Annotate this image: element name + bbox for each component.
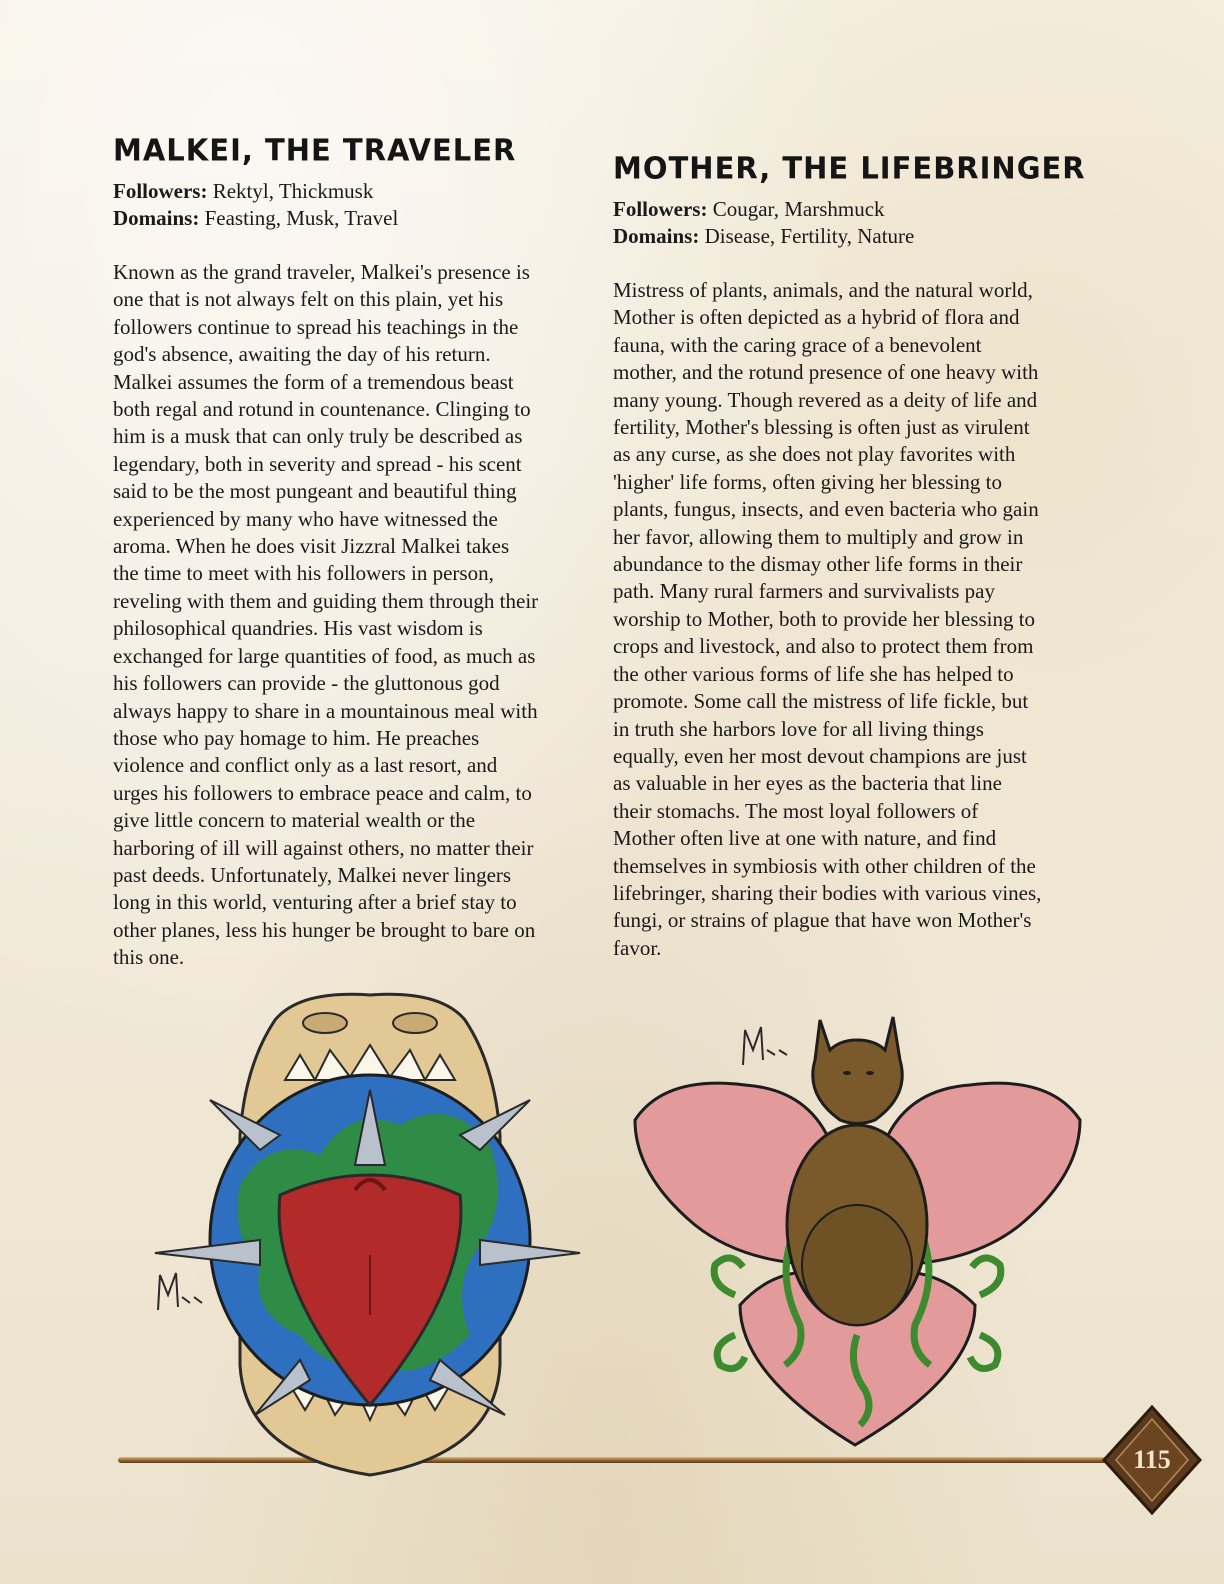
mother-title: MOTHER, THE LIFEBRINGER: [613, 150, 1086, 186]
malkei-domains: [113, 205, 603, 232]
mother-entry: [613, 150, 1103, 962]
domains-value: Disease, Fertility, Nature: [699, 224, 915, 248]
followers-value: Cougar, Marshmuck: [707, 197, 885, 221]
malkei-followers: [113, 178, 603, 205]
beast-eye-right: [393, 1013, 437, 1033]
malkei-illustration: [150, 985, 590, 1485]
followers-label: Followers:: [113, 179, 208, 203]
beast-eye-left: [303, 1013, 347, 1033]
mother-belly: [802, 1205, 912, 1325]
domains-value: Feasting, Musk, Travel: [199, 206, 399, 230]
domains-label: Domains:: [613, 224, 700, 248]
malkei-entry: [113, 132, 603, 972]
mother-followers: [613, 196, 1103, 223]
mother-head: [813, 1017, 902, 1124]
artist-signature: [743, 1027, 787, 1065]
page-number: 115: [1133, 1445, 1171, 1474]
artist-signature: [158, 1273, 202, 1310]
malkei-title: MALKEI, THE TRAVELER: [113, 132, 517, 168]
malkei-description: Known as the grand traveler, Malkei's presence is one that is not always felt on this plain, yet his followers continue to spread his teachings in the god's absence, awaiting the day of his return. Malkei assumes the form of a tremendous beast both regal and rotund in countenance. Clinging to him is a musk that can only truly be described as legendary, both in severity and spread - his scent said to be the most pungeant and beautiful thing experienced by many who have witnessed the aroma. When he does visit Jizzral Malkei takes the time to meet with his followers in person, reveling with them and guiding them through their philosophical quandries. His vast wisdom is exchanged for large quantities of food, as much as his followers can provide - the gluttonous god always happy to share in a mountainous meal with those who pay homage to him. He preaches violence and conflict only as a last resort, and urges his followers to embrace peace and calm, to give little concern to material wealth or the harboring of ill will against others, no matter their past deeds. Unfortunately, Malkei never lingers long in this world, venturing after a brief stay to other planes, less his hunger be brought to bare on this one.: [113, 260, 539, 970]
followers-label: Followers:: [613, 197, 708, 221]
followers-value: Rektyl, Thickmusk: [207, 179, 374, 203]
mother-illustration: [625, 1005, 1090, 1450]
mother-domains: [613, 223, 1103, 250]
domains-label: Domains:: [113, 206, 200, 230]
mother-description: Mistress of plants, animals, and the natural world, Mother is often depicted as a hybrid of flora and fauna, with the caring grace of a benevolent mother, and the rotund presence of one heavy with many young. Though revered as a deity of life and fertility, Mother's blessing is often just as virulent as any curse, as she does not play favorites with 'higher' life forms, often giving her blessing to plants, fungus, insects, and even bacteria who gain her favor, allowing them to multiply and grow in abundance to the dismay other life forms in their path. Many rural farmers and survivalists pay worship to Mother, both to provide her blessing to crops and livestock, and also to protect them from the other various forms of life she has helped to promote. Some call the mistress of life fickle, but in truth she harbors love for all living things equally, even her most devout champions are just as valuable in her eyes as the bacteria that line their stomachs. The most loyal followers of Mother often live at one with nature, and find themselves in symbiosis with other children of the lifebringer, sharing their bodies with various vines, fungi, or strains of plague that have won Mother's favor.: [613, 278, 1042, 960]
